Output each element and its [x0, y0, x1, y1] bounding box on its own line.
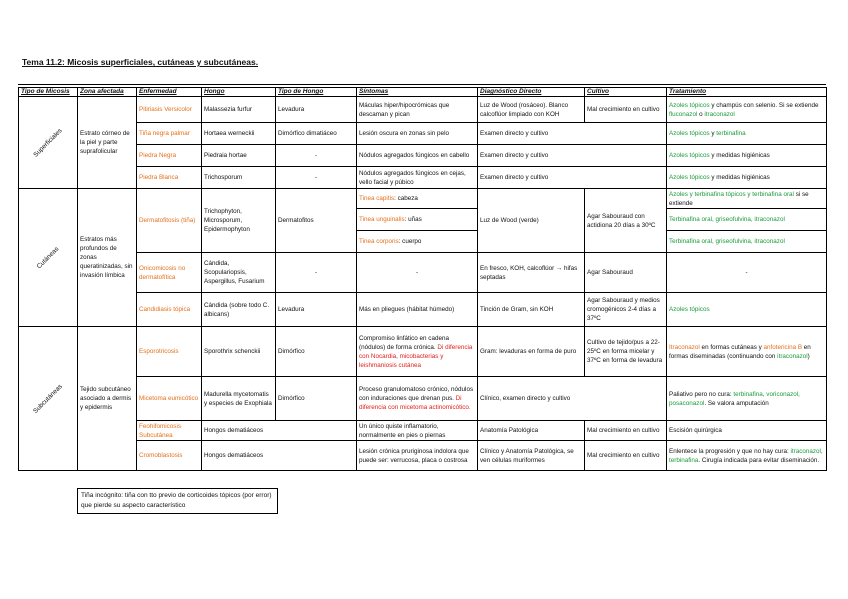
treatment-text: en formas diseminadas (continuando con [669, 343, 811, 360]
fungus-type-cell: Dimórfico [276, 327, 357, 377]
symptoms-cell [357, 209, 478, 231]
table-row [19, 421, 827, 441]
group-type-label: Cutáneas [35, 245, 61, 270]
diagnosis-cell: Examen directo y cultivo [478, 145, 667, 167]
header-row [19, 88, 827, 97]
symptoms-cell: Nódulos agregados fúngicos en cejas, vello facial y púbico [357, 167, 478, 189]
diagnosis-cell: Anatomía Patológica [478, 421, 585, 441]
treatment-text: en formas cutáneas y [699, 343, 764, 351]
drug-text: Itraconazol [669, 343, 700, 351]
header-cell: Síntomas [357, 88, 478, 97]
symptoms-cell: Lesión crónica pruriginosa indolora que puede ser: verrucosa, placa o costrosa [357, 441, 478, 471]
drug-text: itraconazol [704, 110, 735, 118]
page-title: Tema 11.2: Micosis superficiales, cutáneas y subcutáneas. [22, 57, 259, 67]
treatment-cell: - [667, 253, 827, 293]
treatment-cell [667, 209, 827, 231]
drug-text: fluconazol [669, 110, 698, 118]
fungus-type-cell: Dimórfico dimatiáceo [276, 123, 357, 145]
table-row [19, 441, 827, 471]
header-cell: Tipo de Micosis [19, 88, 78, 97]
drug-text: Terbinafina oral, griseofulvina, [669, 238, 755, 245]
disease-cell: Cromoblastosis [137, 441, 202, 471]
drug-text: itraconazol [754, 216, 785, 223]
tinea-name: Tinea capitis [359, 195, 395, 202]
disease-cell: Onicomicosis no dermatofítica [137, 253, 202, 293]
tinea-name: Tinea unguinalis [359, 216, 405, 223]
culture-cell: Cultivo de tejido/pus a 22-25ºC en forma micelar y 37ºC en forma de levadura [585, 327, 667, 377]
drug-text: itraconazol [777, 352, 808, 360]
fungus-cell: Cándida, Scopulariopsis, Aspergillus, Fusarium [202, 253, 276, 293]
fungus-cell: Malassezia furfur [202, 97, 276, 123]
diagnosis-cell: Tinción de Gram, sin KOH [478, 293, 585, 327]
zone-cell: Estratos más profundos de zonas queratinizadas, sin invasión límbica [78, 189, 137, 327]
symptoms-cell: - [357, 253, 478, 293]
disease-cell: Piedra Negra [137, 145, 202, 167]
treatment-cell [667, 97, 827, 123]
culture-cell: Agar Sabouraud con actidiona 20 días a 30ºC [585, 189, 667, 253]
fungus-cell: Piedraia hortae [202, 145, 276, 167]
treatment-cell [667, 145, 827, 167]
fungus-cell: Madurella mycetomatis y especies de Exophiala [202, 377, 276, 421]
treatment-text: o [697, 110, 705, 118]
treatment-cell [667, 167, 827, 189]
header-cell: Hongo [202, 88, 276, 97]
symptoms-cell: Máculas hiper/hipocrómicas que descaman y pican [357, 97, 478, 123]
diagnosis-cell: En fresco, KOH, calcoflúor → hifas septadas [478, 253, 585, 293]
group-type-cell [19, 189, 78, 327]
diagnosis-cell: Clínico, examen directo y cultivo [478, 377, 667, 421]
fungus-type-cell: Levadura [276, 293, 357, 327]
symptoms-cell: Nódulos agregados fúngicos en cabello [357, 145, 478, 167]
table-row [19, 123, 827, 145]
table-row [19, 167, 827, 189]
differential-text: Di diferencia con micetoma actinomicótico. [359, 395, 471, 411]
group-type-cell [19, 97, 78, 189]
symptoms-cell [357, 327, 478, 377]
symptoms-text: Proceso granulomatoso crónico, nódulos con induraciones que drenan pus. [359, 386, 474, 402]
diagnosis-cell: Luz de Wood (rosáceo). Blanco calcoflúor limpiado con KOH [478, 97, 585, 123]
treatment-cell [667, 441, 827, 471]
differential-text: Di diferencia con Nocardia, micobacterias y leishmaniosis cutánea [359, 343, 473, 369]
treatment-cell [667, 377, 827, 421]
treatment-cell: Azoles tópicos [667, 293, 827, 327]
tinea-name: Tinea corporis [359, 238, 399, 245]
zone-cell: Tejido subcutáneo asociado a dermis y epidermis [78, 327, 137, 471]
disease-cell: Pitiriasis Versicolor [137, 97, 202, 123]
treatment-cell [667, 189, 827, 209]
fungus-type-cell: Dermatofitos [276, 189, 357, 253]
culture-cell: Mal crecimiento en cultivo [585, 97, 667, 123]
top-rule [18, 84, 826, 85]
disease-cell: Tiña negra palmar [137, 123, 202, 145]
table-row [19, 377, 827, 421]
header-cell: Cultivo [585, 88, 667, 97]
symptoms-cell [357, 231, 478, 253]
symptoms-cell [357, 377, 478, 421]
diagnosis-cell: Luz de Wood (verde) [478, 189, 585, 253]
treatment-text: Paliativo pero no cura: [669, 390, 734, 398]
treatment-text: Enlentece la progresión y que no hay cura: [669, 447, 791, 455]
drug-text: Azoles tópicos [669, 130, 710, 137]
table-row [19, 327, 827, 377]
disease-cell: Feohifomicosis Subcutánea [137, 421, 202, 441]
table-row [19, 145, 827, 167]
treatment-text: y [709, 130, 717, 137]
fungus-cell: Hongos dematiáceos [202, 441, 357, 471]
tinea-incognito-note: Tiña incógnito: tiña con tto previo de corticoides tópicos (por error) que pierde su aspecto característico [77, 488, 278, 514]
disease-cell: Micetoma eumicótico [137, 377, 202, 421]
drug-text: Azoles y terbinafina tópicos y terbinafina oral [669, 190, 794, 198]
treatment-cell [667, 327, 827, 377]
header-cell: Diagnóstico Directo [478, 88, 585, 97]
disease-cell: Dermatofitosis (tiña) [137, 189, 202, 253]
symptoms-cell: Más en pliegues (hábitat húmedo) [357, 293, 478, 327]
symptoms-cell [357, 189, 478, 209]
tinea-site: : cuerpo [398, 238, 422, 245]
symptoms-cell: Lesión oscura en zonas sin pelo [357, 123, 478, 145]
treatment-text: . Se valora amputación [704, 399, 769, 407]
fungus-type-cell: Levadura [276, 97, 357, 123]
drug-text: itraconazol, terbinafina [669, 447, 823, 464]
diagnosis-cell: Examen directo y cultivo [478, 123, 667, 145]
fungus-cell: Sporothrix schenckii [202, 327, 276, 377]
header-cell: Tipo de Hongo [276, 88, 357, 97]
fungus-cell: Hortaea werneckii [202, 123, 276, 145]
drug-text: Azoles tópicos [669, 152, 710, 159]
diagnosis-cell: Clínico y Anatomía Patológica, se ven células muriformes [478, 441, 585, 471]
treatment-text: y champús con selenio. Si se extiende [709, 101, 819, 109]
treatment-cell [667, 123, 827, 145]
fungus-cell: Trichosporum [202, 167, 276, 189]
symptoms-text: Compromiso linfático en cadena (nódulos) de forma crónica. [359, 334, 449, 351]
header-cell: Tratamiento [667, 88, 827, 97]
fungus-type-cell: Dimórfico [276, 377, 357, 421]
diagnosis-cell: Examen directo y cultivo [478, 167, 667, 189]
table-row [19, 97, 827, 123]
fungus-type-cell: - [276, 145, 357, 167]
culture-cell: Agar Sabouraud [585, 253, 667, 293]
group-type-label: Subcutáneas [32, 382, 64, 415]
fungus-type-cell: - [276, 253, 357, 293]
treatment-text: si se extiende [669, 190, 809, 207]
drug-text: terbinafina, voriconazol, posaconazol [669, 390, 800, 407]
zone-cell: Estrato córneo de la piel y parte suprafolicular [78, 97, 137, 189]
mycosis-table [18, 87, 827, 471]
culture-cell: Mal crecimiento en cultivo [585, 421, 667, 441]
disease-cell: Piedra Blanca [137, 167, 202, 189]
header-cell: Zona afectada [78, 88, 137, 97]
disease-cell: Candidiasis tópica [137, 293, 202, 327]
treatment-cell: Escisión quirúrgica [667, 421, 827, 441]
group-type-cell [19, 327, 78, 471]
table-row [19, 253, 827, 293]
group-type-label: Superficiales [32, 126, 64, 159]
drug-text: itraconazol [754, 238, 785, 245]
drug-text: Azoles tópicos [669, 101, 710, 109]
treatment-text: ) [807, 352, 810, 360]
table-row [19, 293, 827, 327]
culture-cell: Mal crecimiento en cultivo [585, 441, 667, 471]
tinea-site: : uñas [404, 216, 422, 223]
drug-text: Terbinafina oral, griseofulvina, [669, 216, 755, 223]
treatment-text: . Cirugía indicada para evitar diseminación. [698, 456, 820, 464]
symptoms-cell: Un único quiste inflamatorio, normalmente en pies o piernas [357, 421, 478, 441]
drug-text: Azoles tópicos [669, 174, 710, 181]
fungus-cell: Cándida (sobre todo C. albicans) [202, 293, 276, 327]
table-row [19, 189, 827, 209]
culture-cell: Agar Sabouraud y medios cromogénicos 2-4 días a 37ºC [585, 293, 667, 327]
fungus-cell: Hongos dematiáceos [202, 421, 357, 441]
diagnosis-cell: Gram: levaduras en forma de puro [478, 327, 585, 377]
disease-cell: Esporotricosis [137, 327, 202, 377]
treatment-text: y medidas higiénicas [709, 152, 770, 159]
fungus-type-cell: - [276, 167, 357, 189]
fungus-cell: Trichophyton, Microsporum, Epidermophyton [202, 189, 276, 253]
treatment-cell [667, 231, 827, 253]
header-cell: Enfermedad [137, 88, 202, 97]
drug-text: anfotericina B [763, 343, 803, 351]
treatment-text: y medidas higiénicas [709, 174, 770, 181]
tinea-site: : cabeza [394, 195, 418, 202]
drug-text: terbinafina [716, 130, 746, 137]
